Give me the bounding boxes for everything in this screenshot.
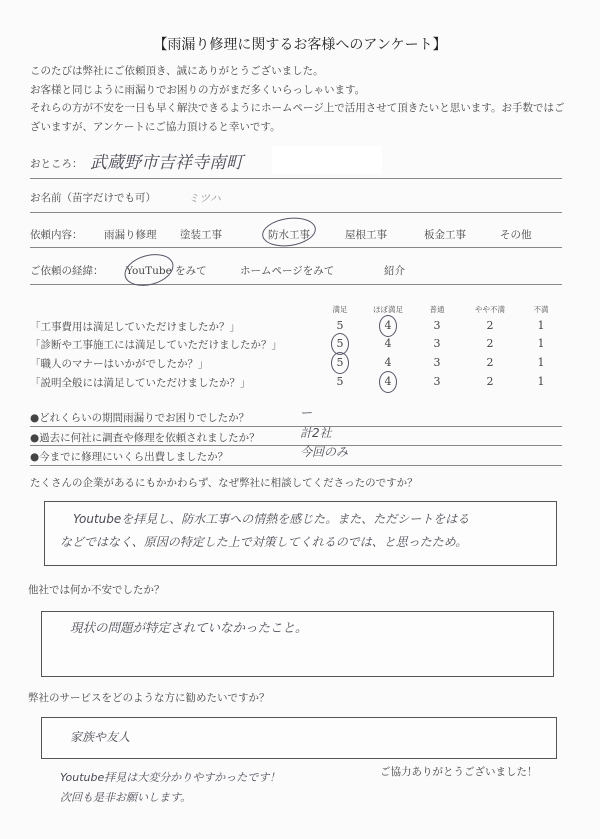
bullet-question: ●どれくらいの期間雨漏りでお困りでしたか？ [30,412,250,424]
selection-circle [379,371,397,393]
rating-option[interactable]: 2 [486,337,494,350]
q2-question: 他社では何か不安でしたか？ [28,584,165,596]
thanks-text: ご協力ありがとうございました！ [380,766,538,778]
rating-column-header: 普通 [429,305,445,314]
rating-option[interactable]: 1 [537,337,545,350]
route-label: ご依頼の経緯： [30,265,104,277]
q1-answer-line: などではなく、原因の特定した上で対策してくれるのでは、と思ったため。 [60,535,468,549]
document-title: 【雨漏り修理に関するお客様へのアンケート】 [153,37,447,53]
route-option[interactable]: ホームページをみて [240,265,335,277]
rating-option[interactable]: 1 [537,319,545,332]
rating-option[interactable]: 1 [537,375,545,388]
rating-option[interactable]: 5 [336,319,344,332]
request-option[interactable]: 屋根工事 [345,229,387,241]
q1-answer-box[interactable] [44,501,557,566]
request-option[interactable]: 雨漏り修理 [104,229,157,241]
rating-question: 「診断や工事施工には満足していただけましたか？」 [30,339,282,351]
redaction [272,146,382,174]
request-option[interactable]: 塗装工事 [180,229,222,241]
bullet-answer[interactable]: ー [300,406,313,420]
rating-question: 「職人のマナーはいかがでしたか？」 [30,358,209,370]
name-value[interactable]: ミツハ [188,192,221,205]
request-option[interactable]: 板金工事 [424,229,466,241]
intro-line: ざいますが、アンケートにご協力頂けると幸いです。 [30,121,281,133]
rating-column-header: ほぼ満足 [373,305,403,314]
rating-column-header: 不満 [533,305,549,314]
q1-answer-line: Youtubeを拝見し、防水工事への情熱を感じた。また、ただシートをはる [73,512,470,526]
request-underline [30,247,562,248]
rating-option[interactable]: 5 [336,356,344,369]
rating-option[interactable]: 2 [486,375,494,388]
bullet-underline [30,445,562,446]
bullet-underline [30,426,562,427]
route-option[interactable]: YouTube をみて [126,265,207,277]
address-value[interactable]: 武蔵野市吉祥寺南町 [90,153,243,173]
q3-question: 弊社のサービスをどのような方に勧めたいですか？ [28,692,270,704]
rating-option[interactable]: 2 [486,356,494,369]
rating-option[interactable]: 3 [433,375,441,388]
q1-question: たくさんの企業があるにもかかわらず、なぜ弊社に相談してくださったのですか？ [30,477,418,489]
intro-line: お客様と同じように雨漏りでお困りの方がまだ多くいらっしゃいます。 [30,84,366,96]
bullet-question: ●過去に何社に調査や修理を依頼されましたか？ [30,432,260,444]
address-underline [30,178,562,179]
rating-question: 「説明全般には満足していただけましたか？」 [30,377,251,389]
q3-answer: 家族や友人 [70,730,131,744]
rating-option[interactable]: 5 [336,337,344,350]
address-label: おところ： [30,158,83,170]
selection-circle [260,214,317,249]
route-option[interactable]: 紹介 [384,265,405,277]
rating-option[interactable]: 1 [537,356,545,369]
q3-answer-box[interactable] [41,717,557,759]
rating-option[interactable]: 4 [384,319,392,332]
rating-option[interactable]: 4 [384,356,392,369]
intro-line: このたびは弊社にご依頼頂き、誠にありがとうございました。 [30,65,324,77]
selection-circle [379,315,397,337]
rating-option[interactable]: 2 [486,319,494,332]
rating-option[interactable]: 5 [336,375,344,388]
rating-option[interactable]: 3 [433,337,441,350]
request-option[interactable]: 防水工事 [268,229,310,241]
rating-option[interactable]: 4 [384,375,392,388]
name-underline [30,212,562,213]
rating-question: 「工事費用は満足していただけましたか？」 [30,321,240,333]
rating-column-header: 満足 [332,305,348,314]
q2-answer: 現状の問題が特定されていなかったこと。 [70,620,308,635]
name-label: お名前（苗字だけでも可） [30,192,156,204]
bullet-answer[interactable]: 計2社 [300,426,332,440]
intro-line: それらの方が不安を一日も早く解決できるようにホームページ上で活用させて頂きたいと思います。お手数ではご [30,102,565,114]
rating-option[interactable]: 4 [384,337,392,350]
comment-line: Youtube拝見は大変分かりやすかったです！ [60,771,281,784]
selection-circle [331,352,349,374]
q2-answer-box[interactable] [41,611,554,677]
rating-option[interactable]: 3 [433,356,441,369]
request-label: 依頼内容： [30,229,83,241]
rating-column-header: やや不満 [475,305,505,314]
bullet-question: ●今までに修理にいくら出費しましたか？ [30,451,229,463]
route-underline [30,284,562,285]
bullet-underline [30,465,562,466]
request-option[interactable]: その他 [500,229,532,241]
rating-option[interactable]: 3 [433,319,441,332]
bullet-answer[interactable]: 今回のみ [300,445,349,459]
comment-line: 次回も是非お願いします。 [60,791,192,804]
